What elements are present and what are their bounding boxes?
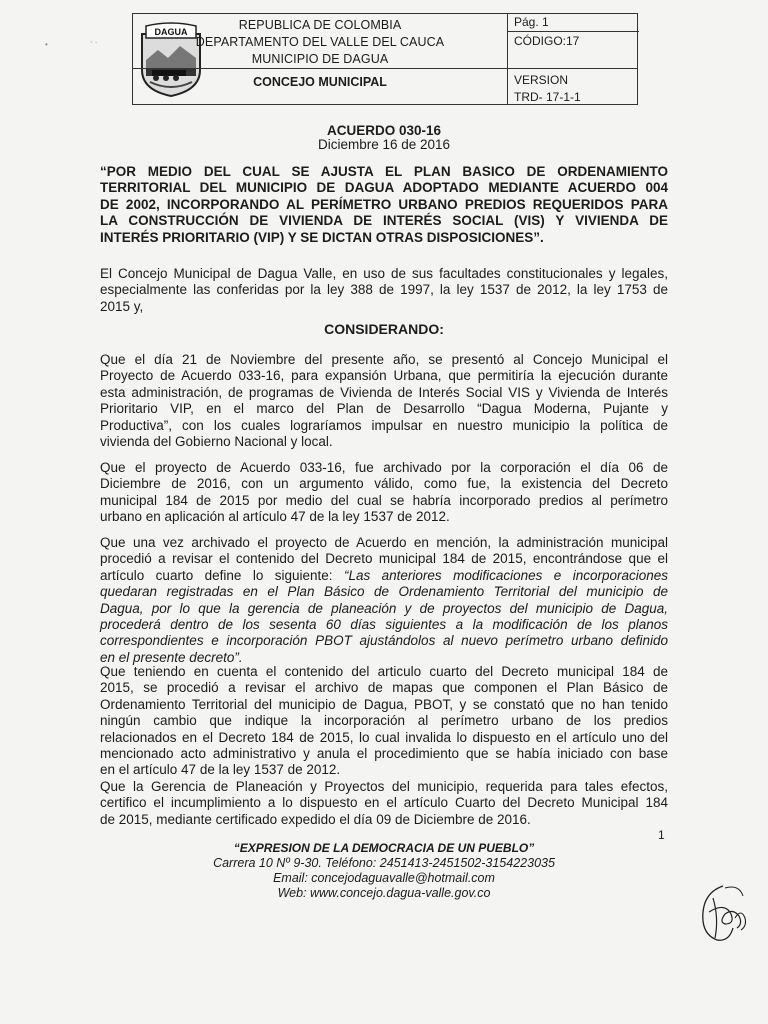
footer-address: Carrera 10 Nº 9-30. Teléfono: 2451413-2451502-3154223035 (213, 856, 555, 870)
text-line: de 2015, mediante certificado expedido el día 09 de Diciembre de 2016. (100, 811, 531, 827)
acuerdo-date: Diciembre 16 de 2016 (317, 137, 451, 152)
municipality-line: MUNICIPIO DE DAGUA (251, 52, 389, 66)
text-line: Que la Gerencia de Planeación y Proyectos del municipio, requerida para tales efectos, (100, 778, 668, 794)
text-line: urbano en aplicación al artículo 47 de la ley 1537 de 2012. (100, 509, 450, 525)
text-line: Ordenamiento Territorial del municipio de Dagua, PBOT, y se constató que no han tenido (100, 696, 668, 712)
footer-email: Email: concejodaguavalle@hotmail.com (273, 871, 495, 885)
text-line: Que el día 21 de Noviembre del presente año, se presentó al Concejo Municipal el (100, 352, 668, 367)
text-line: mencionado acto administrativo y anula el procedimiento que se había iniciado con base (100, 745, 668, 761)
paragraph-1 (100, 352, 668, 450)
header-institution (133, 17, 507, 68)
acuerdo-title (100, 164, 668, 246)
text-line: especialmente las conferidas por la ley 388 de 1997, la ley 1537 de 2012, la ley 1753 de (100, 282, 668, 298)
trd-label: TRD- 17-1-1 (514, 90, 581, 104)
text-line: relacionados en el Decreto 184 de 2015, lo cual invalida lo dispuesto en el artículo uno del (100, 729, 668, 745)
title-line: INTERÉS PRIORITARIO (VIP) Y SE DICTAN OTRAS DISPOSICIONES”. (100, 229, 544, 245)
text-line: Que una vez archivado el proyecto de Acuerdo en mención, la administración municipal (100, 535, 668, 550)
council-name: CONCEJO MUNICIPAL (253, 75, 387, 89)
text-line: Que el proyecto de Acuerdo 033-16, fue archivado por la corporación el día 06 de (100, 460, 668, 475)
quote-line: correspondientes e incorporación PBOT ajustándolos al nuevo perímetro urbano definido (100, 633, 668, 649)
text-line: El Concejo Municipal de Dagua Valle, en uso de sus facultades constitucionales y legales, (100, 266, 668, 281)
text-line: ningún cambio que indique la incorporación al perímetro urbano de los predios (100, 713, 668, 729)
paragraph-4 (100, 664, 668, 828)
scan-speck: • (45, 40, 48, 49)
quote-line: en el presente decreto”. (100, 649, 243, 665)
text-line-mixed (100, 568, 668, 584)
text-line: Productiva”, con los cuales lograríamos impulsar en nuestro municipio la política de (100, 417, 668, 433)
scan-speck: ⋅ · (90, 38, 98, 47)
text-line: Que teniendo en cuenta el contenido del articulo cuarto del Decreto municipal 184 de (100, 664, 668, 679)
paragraph-3 (100, 535, 668, 666)
code-label: CÓDIGO:17 (514, 34, 580, 48)
title-line: “POR MEDIO DEL CUAL SE AJUSTA EL PLAN BASICO DE ORDENAMIENTO (100, 164, 668, 179)
text-line: Diciembre de 2016, con un argumento válido, como fue, la existencia del Decreto (100, 476, 668, 492)
paragraph-2 (100, 460, 668, 526)
quote-line: Dagua, por lo que la gerencia de planeación y de proyectos del municipio de Dagua, (100, 600, 668, 616)
text-segment: artículo cuarto define lo siguiente: (100, 567, 344, 583)
acuerdo-number: ACUERDO 030-16 (326, 123, 442, 138)
page-number: 1 (658, 828, 665, 842)
quote-line: quedaran registradas en el Plan Básico de Ordenamiento Territorial del municipio de (100, 584, 668, 600)
text-line: 2015, se procedió a revisar el archivo de mapas que componen el Plan Básico de (100, 680, 668, 696)
quote-segment: “Las anteriores modificaciones e incorporaciones (343, 567, 669, 583)
department-line: DEPARTAMENTO DEL VALLE DEL CAUCA (195, 35, 445, 49)
text-line: certifico el incumplimiento a lo dispuesto en el artículo Cuarto del Decreto Municipal 184 (100, 795, 668, 811)
text-line: municipal 184 de 2015 por medio del cual se habría incorporado predios al perímetro (100, 492, 668, 508)
text-line: vivienda del Gobierno Nacional y local. (100, 433, 333, 449)
considerando-heading: CONSIDERANDO: (324, 321, 444, 337)
title-line: DE 2002, INCORPORANDO AL PERÍMETRO URBANO PREDIOS REQUERIDOS PARA (100, 196, 668, 212)
version-label: VERSION (514, 73, 569, 87)
footer-motto: “EXPRESION DE LA DEMOCRACIA DE UN PUEBLO” (233, 841, 535, 855)
text-line: procedió a revisar el contenido del Decreto municipal 184 de 2015, encontrándose que el (100, 551, 668, 567)
republic-line: REPUBLICA DE COLOMBIA (238, 18, 402, 32)
svg-text:DAGUA: DAGUA (154, 27, 188, 37)
text-line: Prioritario VIP, en el marco del Plan de Desarrollo “Dagua Moderna, Pujante y (100, 401, 668, 417)
text-line: 2015 y, (100, 298, 144, 314)
header-table (132, 13, 638, 105)
title-line: TERRITORIAL DEL MUNICIPIO DE DAGUA ADOPTADO MEDIANTE ACUERDO 004 (100, 180, 668, 196)
handwritten-signature (695, 878, 755, 948)
title-line: LA CONSTRUCCIÓN DE VIVIENDA DE INTERÉS SOCIAL (VIS) Y VIVIENDA DE (100, 213, 668, 229)
quote-line: procederá dentro de los sesenta 60 días siguientes a la modificación de los planos (100, 616, 668, 632)
text-line: en el artículo 47 de la ley 1537 de 2012. (100, 762, 341, 778)
intro-paragraph (100, 266, 668, 315)
text-line: Proyecto de Acuerdo 033-16, para expansión Urbana, que permitiría la ejecución durante (100, 368, 668, 384)
text-line: esta administración, de programas de Vivienda de Interés Social VIS y Vivienda de Interés (100, 384, 668, 400)
footer-web: Web: www.concejo.dagua-valle.gov.co (277, 886, 491, 900)
page-label: Pág. 1 (514, 15, 549, 29)
